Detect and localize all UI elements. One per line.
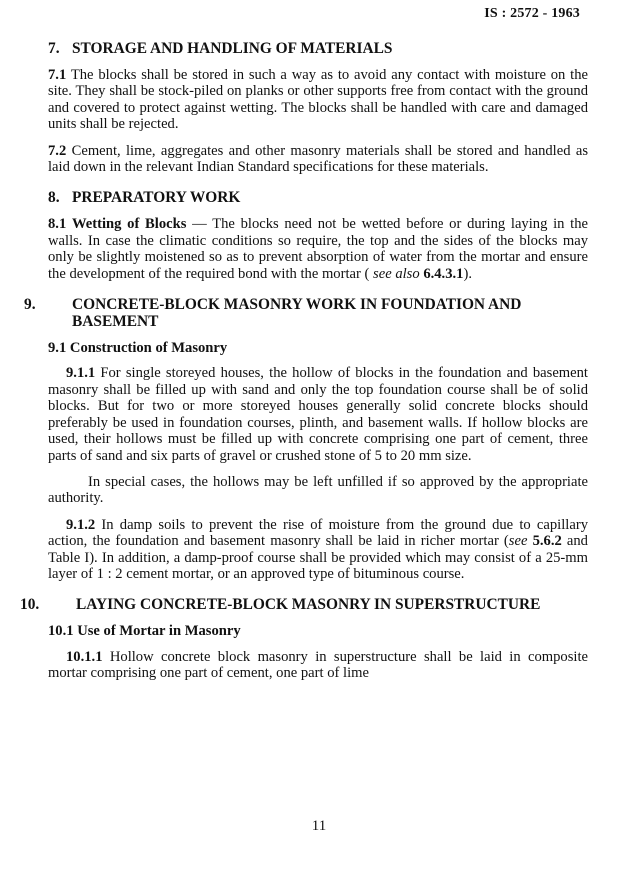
subsection-9-1-title: Construction of Masonry [69,340,228,357]
clause-10-1-1-text: Hollow concrete block masonry in superstructure shall be laid in composite mortar comprising one part of cement, one part of lime [48,648,588,682]
clause-7-1-text: The blocks shall be stored in such a way as to avoid any contact with moisture on the site. They shall be stock-piled on planks or other supports free from contact with the ground and covered to protect against wetting. The blocks shall be handled with care and damaged units shall be rejected. [48,67,588,133]
section-8-heading [48,189,588,206]
section-7-title: STORAGE AND HANDLING OF MATERIALS [72,40,393,57]
clause-9-1-2-continuation: and Table I). In addition, a damp-proof course shall be provided which may consist of a 25-mm layer of 1 : 2 cement mortar, or an approved type of bituminous course. [48,533,588,582]
section-10-number: 10. [20,596,40,614]
clause-7-1 [48,67,588,133]
clause-8-1-text: The blocks need not be wetted before or during laying in the walls. In case the climatic conditions so require, the top and the sides of the blocks may only be slightly moistened so as to prevent absorption of water from the mortar and ensure the development of the required bond with the mortar ( [48,216,588,282]
clause-7-2-text: Cement, lime, aggregates and other masonry materials shall be stored and handled as laid down in the relevant Indian Standard specifications for these materials. [48,142,589,176]
section-10-heading [20,596,588,614]
subsection-10-1-heading [48,623,588,639]
section-7-heading [48,40,588,57]
clause-10-1-1 [48,649,588,682]
clause-7-2-number: 7.2 [48,142,67,159]
subsection-10-1-number: 10.1 [48,623,74,640]
section-7-number: 7. [48,40,60,57]
clause-9-1-2-number: 9.1.2 [66,516,96,533]
clause-9-1-2-text: In damp soils to prevent the rise of moisture from the ground due to capillary action, the foundation and basement masonry shall be laid in richer mortar ( [48,516,588,550]
clause-8-1-lead: Wetting of Blocks [71,216,187,233]
clause-9-1-1-note [48,474,588,507]
clause-8-1-dash: — [186,216,213,233]
section-9-heading [24,296,588,331]
clause-9-1-1-note-text: In special cases, the hollows may be left unfilled if so approved by the appropriate authority. [48,473,588,507]
clause-9-1-2 [48,517,588,583]
clause-8-1-see-also: see also [373,265,420,282]
clause-10-1-1-number: 10.1.1 [66,648,103,665]
clause-9-1-1-text: For single storeyed houses, the hollow of blocks in the foundation and basement masonry shall be filled up with sand and only the top foundation course shall be of solid blocks. But for two or more storeyed houses generally solid concrete blocks should preferably be used in foundation courses, plinth, and basement walls. If hollow blocks are used, their hollows must be filled up with concrete comprising one part of cement, three parts of sand and six parts of gravel or crushed stone of 5 to 20 mm size. [48,365,588,464]
section-8-number: 8. [48,189,60,207]
subsection-10-1-title: Use of Mortar in Masonry [77,623,241,640]
clause-9-1-2-see: see [508,533,528,550]
clause-8-1-reference: 6.4.3.1 [423,265,464,282]
section-9-title: CONCRETE-BLOCK MASONRY WORK IN FOUNDATION AND BASEMENT [72,296,522,331]
clause-8-1-end: ). [463,265,472,282]
clause-8-1-number: 8.1 [48,216,67,233]
subsection-9-1-heading [48,340,588,356]
section-8-title: PREPARATORY WORK [72,189,241,207]
clause-7-1-number: 7.1 [48,67,67,83]
section-10-title: LAYING CONCRETE-BLOCK MASONRY IN SUPERSTRUCTURE [76,596,541,614]
standard-code: IS : 2572 - 1963 [484,6,580,21]
clause-9-1-1-number: 9.1.1 [66,365,96,382]
subsection-9-1-number: 9.1 [48,340,67,357]
document-body [20,40,589,692]
clause-9-1-1 [48,365,588,463]
clause-9-1-2-reference: 5.6.2 [532,533,562,550]
clause-8-1 [48,216,588,282]
page-number: 11 [311,818,327,834]
section-9-number: 9. [24,296,36,314]
clause-7-2 [48,143,588,176]
